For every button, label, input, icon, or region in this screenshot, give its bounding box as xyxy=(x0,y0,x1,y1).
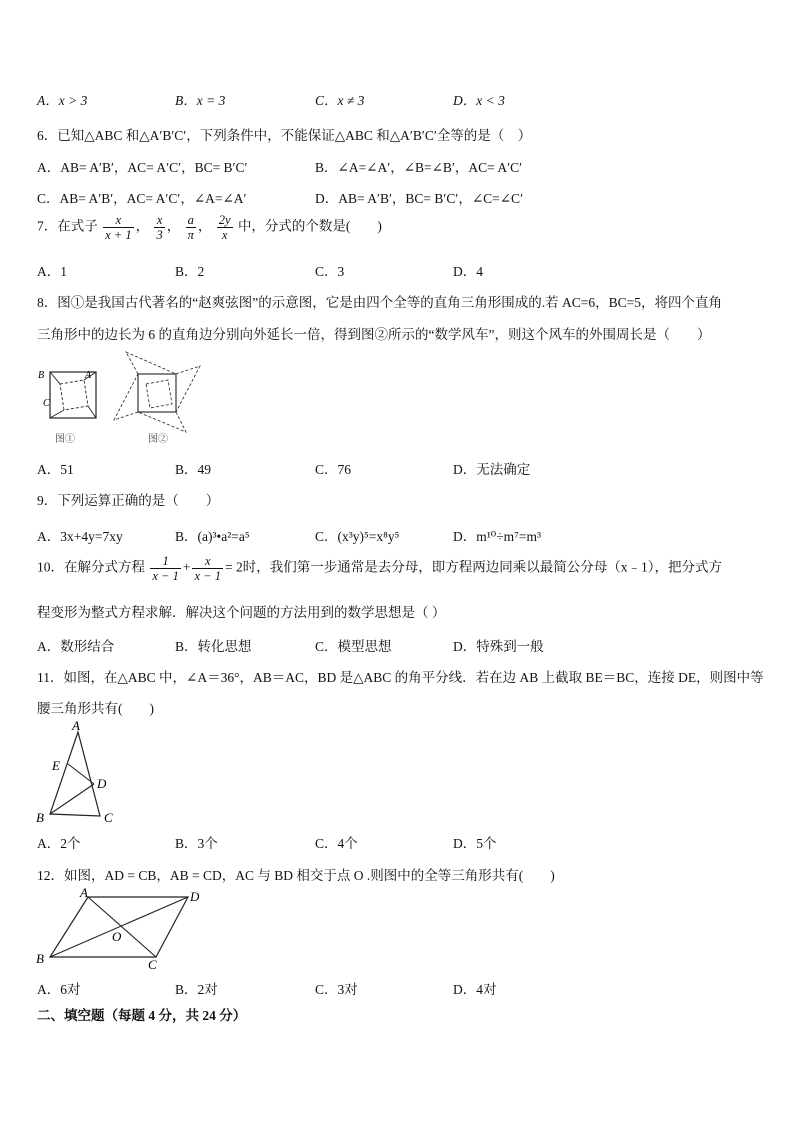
q5-option-d: D．x < 3 xyxy=(453,93,505,108)
q8-option-d: D．无法确定 xyxy=(453,462,531,477)
q12-option-b: B．2对 xyxy=(175,982,218,997)
q10-line2: 程变形为整式方程求解．解决这个问题的方法用到的数学思想是（ ） xyxy=(37,605,446,620)
q7-prefix: 7．在式子 xyxy=(37,218,98,234)
q8-option-c: C．76 xyxy=(315,462,352,477)
q11-option-b: B．3个 xyxy=(175,836,218,851)
q8-point-a: A xyxy=(85,370,92,381)
q10-line1: 10．在解分式方程 $\frac{1}{x - 1}$ + $\frac{x}{x - 1}$ = 2时，我们第一步通常是去分母，即方程两边同乘以最简公分母（x﹣1），把分式方 xyxy=(37,554,722,583)
q5-option-c: C．x ≠ 3 xyxy=(315,93,365,108)
q11-point-b: B xyxy=(36,810,44,825)
q12-option-c: C．3对 xyxy=(315,982,358,997)
q11-option-a: A．2个 xyxy=(37,836,81,851)
q9-option-a: A．3x+4y=7xy xyxy=(37,529,123,544)
q11-option-d: D．5个 xyxy=(453,836,497,851)
q8-fig1-label: 图① xyxy=(55,434,75,445)
q8-line1: 8．图①是我国古代著名的“赵爽弦图”的示意图，它是由四个全等的直角三角形围成的.若 AC=6，BC=5，将四个直角 xyxy=(37,295,722,310)
section-2-title: 二、填空题（每题 4 分，共 24 分） xyxy=(37,1008,247,1023)
q12-option-a: A．6对 xyxy=(37,982,81,997)
q10-line1-suffix: 时，我们第一步通常是去分母，即方程两边同乘以最简公分母（x﹣1），把分式方 xyxy=(242,559,722,575)
q12-option-d: D．4对 xyxy=(453,982,497,997)
q11-line2: 腰三角形共有( ) xyxy=(37,701,154,716)
q8-figure-1 xyxy=(38,370,96,445)
q9-option-c: C．(x³y)⁵=x⁸y⁵ xyxy=(315,529,400,544)
q7-option-b: B．2 xyxy=(175,264,205,279)
q11-figure xyxy=(30,718,130,828)
q7-option-a: A．1 xyxy=(37,264,67,279)
q6-option-a: A．AB= A′B′，AC= A′C′，BC= B′C′ xyxy=(37,160,248,175)
q7-fraction-1: $\frac{x}{x + 1}$ xyxy=(105,213,132,242)
q12-point-a: A xyxy=(80,885,88,900)
q11-option-c: C．4个 xyxy=(315,836,358,851)
q12-point-b: B xyxy=(36,951,44,966)
q11-point-c: C xyxy=(104,810,113,825)
q10-prefix: 10．在解分式方程 xyxy=(37,559,145,575)
q12-stem: 12．如图，AD = CB，AB = CD，AC 与 BD 相交于点 O .则图中的全等三角形共有( ) xyxy=(37,868,555,883)
q5-option-b: B．x = 3 xyxy=(175,93,226,108)
q5-option-a: A．x > 3 xyxy=(37,93,88,108)
q12-point-d: D xyxy=(190,889,200,904)
q8-option-a: A．51 xyxy=(37,462,74,477)
q6-stem: 6．已知△ABC 和△A′B′C′，下列条件中，不能保证△ABC 和△A′B′C′全等的是（ ） xyxy=(37,128,532,143)
q11-line1: 11．如图，在△ABC 中，∠A＝36°，AB＝AC，BD 是△ABC 的角平分线．若在边 AB 上截取 BE＝BC，连接 DE，则图中等 xyxy=(37,670,764,685)
q11-point-d: D xyxy=(97,776,107,791)
q10-option-c: C．模型思想 xyxy=(315,639,392,654)
q9-option-b: B．(a)³•a²=a⁵ xyxy=(175,529,250,544)
q12-figure xyxy=(30,883,220,973)
q8-point-c: C xyxy=(43,398,50,409)
q10-option-a: A．数形结合 xyxy=(37,639,115,654)
q8-option-b: B．49 xyxy=(175,462,212,477)
q8-figures xyxy=(30,350,210,450)
q10-fraction-2: $\frac{x}{x - 1}$ xyxy=(194,554,221,583)
q8-line2: 三角形中的边长为 6 的直角边分别向外延长一倍，得到图②所示的“数学风车”，则这个风车的外围周长是（ ） xyxy=(37,327,711,342)
q12-point-c: C xyxy=(148,957,157,972)
q8-point-b: B xyxy=(38,370,45,381)
q12-point-o: O xyxy=(112,929,122,944)
q9-stem: 9．下列运算正确的是（ ） xyxy=(37,493,220,508)
q7-option-c: C．3 xyxy=(315,264,345,279)
q11-point-e: E xyxy=(52,758,60,773)
q8-figure-2 xyxy=(114,352,200,445)
q6-option-b: B．∠A=∠A′，∠B=∠B′，AC= A′C′ xyxy=(315,160,523,175)
q6-option-d: D．AB= A′B′，BC= B′C′，∠C=∠C′ xyxy=(315,191,524,206)
q7-fraction-3: $\frac{a}{\pi}$ xyxy=(187,213,194,242)
q9-option-d: D．m¹⁰÷m⁷=m³ xyxy=(453,529,541,544)
q10-equals: = 2 xyxy=(224,559,243,575)
q7-option-d: D．4 xyxy=(453,264,483,279)
q10-fraction-1: $\frac{1}{x - 1}$ xyxy=(152,554,179,583)
q7-stem: 7．在式子 $\frac{x}{x + 1}$ ， $\frac{x}{3}$ ， $\frac{a}{\pi}$ ， $\frac{2y}{x}$ 中，分式的个数是( ) xyxy=(37,213,382,242)
q7-fraction-2: $\frac{x}{3}$ xyxy=(156,213,163,242)
q6-option-c: C．AB= A′B′，AC= A′C′，∠A=∠A′ xyxy=(37,191,247,206)
q11-point-a: A xyxy=(72,718,80,733)
q8-fig2-label: 图② xyxy=(148,434,168,445)
q7-suffix: 中，分式的个数是( ) xyxy=(237,218,382,234)
q10-option-d: D．特殊到一般 xyxy=(453,639,544,654)
q10-option-b: B．转化思想 xyxy=(175,639,252,654)
q7-fraction-4: $\frac{2y}{x}$ xyxy=(218,213,231,242)
